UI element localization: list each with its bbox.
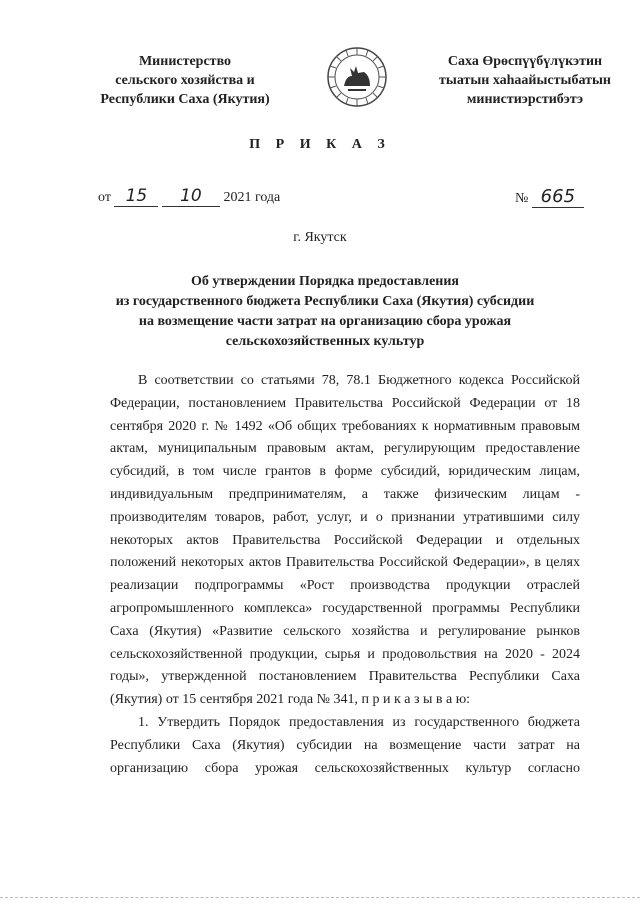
order-subject [90, 272, 560, 352]
date-year: 2021 года [223, 190, 281, 205]
body-line: положений некоторых актов Правительства Российской Федерации», в целях [110, 555, 580, 571]
body-line: индивидуальным предпринимателям, а также физическим лицам - [110, 486, 580, 502]
page-bottom-divider [0, 897, 640, 898]
body-line: годы», утвержденной постановлением Правительства Республики Саха [110, 669, 580, 685]
city: г. Якутск [293, 230, 347, 245]
ministry-name-russian [85, 52, 285, 109]
order-number [515, 186, 584, 208]
body-line: 1. Утвердить Порядок предоставления из государственного бюджета [138, 714, 580, 730]
number-value: 665 [532, 186, 584, 208]
order-body [110, 370, 580, 780]
coat-of-arms-emblem [326, 46, 388, 108]
body-line: субсидий, в том числе грантов в форме субсидий, юридическим лицам, [110, 464, 580, 480]
body-line: производителям товаров, работ, услуг, и о признании утратившими силу [110, 509, 580, 525]
header-left-line: Республики Саха (Якутия) [100, 92, 270, 107]
ministry-name-yakut [425, 52, 625, 109]
document-title: П Р И К А З [249, 137, 391, 152]
header-left-line: сельского хозяйства и [115, 73, 255, 88]
subject-line: сельскохозяйственных культур [225, 334, 425, 349]
body-line: актам, муниципальным правовым актам, регулирующим предоставление [110, 441, 580, 457]
body-line: сельскохозяйственной продукции, сырья и продовольствия на 2020 - 2024 [110, 646, 580, 662]
body-line: агропромышленного комплекса» государственной программы Республики [110, 600, 580, 616]
header-right-line: министиэрстибэтэ [466, 92, 584, 107]
order-date [98, 186, 280, 207]
subject-line: Об утверждении Порядка предоставления [190, 274, 460, 289]
body-line: В соответствии со статьями 78, 78.1 Бюджетного кодекса Российской [138, 373, 580, 388]
date-day: 15 [114, 186, 158, 207]
date-prefix: от [98, 190, 111, 205]
body-line: сентября 2020 г. № 1492 «Об общих требованиях к нормативным правовым [110, 418, 580, 434]
header-left-line: Министерство [138, 54, 232, 69]
body-line: некоторых актов Правительства Российской Федерации и отдельных [110, 532, 580, 548]
body-line: Саха (Якутия) «Развитие сельского хозяйства и регулирование рынков [110, 623, 580, 639]
body-line: (Якутия) от 15 сентября 2021 года № 341, п р и к а з ы в а ю: [110, 692, 471, 708]
body-line: реализации подпрограммы «Рост производства продукции отраслей [110, 578, 580, 594]
header-right-line: Саха Өрөспүүбүлүкэтин [447, 54, 603, 69]
body-line: Федерации, постановлением Правительства Российской Федерации от 18 [110, 395, 580, 411]
number-label: № [515, 191, 529, 206]
date-month: 10 [162, 186, 220, 207]
subject-line: из государственного бюджета Республики Саха (Якутия) субсидии [115, 294, 535, 309]
header-right-line: тыатын хаһаайыстыбатын [439, 73, 611, 88]
body-line: организацию сбора урожая сельскохозяйственных культур согласно [110, 760, 580, 776]
body-line: Республики Саха (Якутия) субсидии на возмещение части затрат на [110, 737, 580, 753]
subject-line: на возмещение части затрат на организацию сбора урожая [138, 314, 512, 329]
